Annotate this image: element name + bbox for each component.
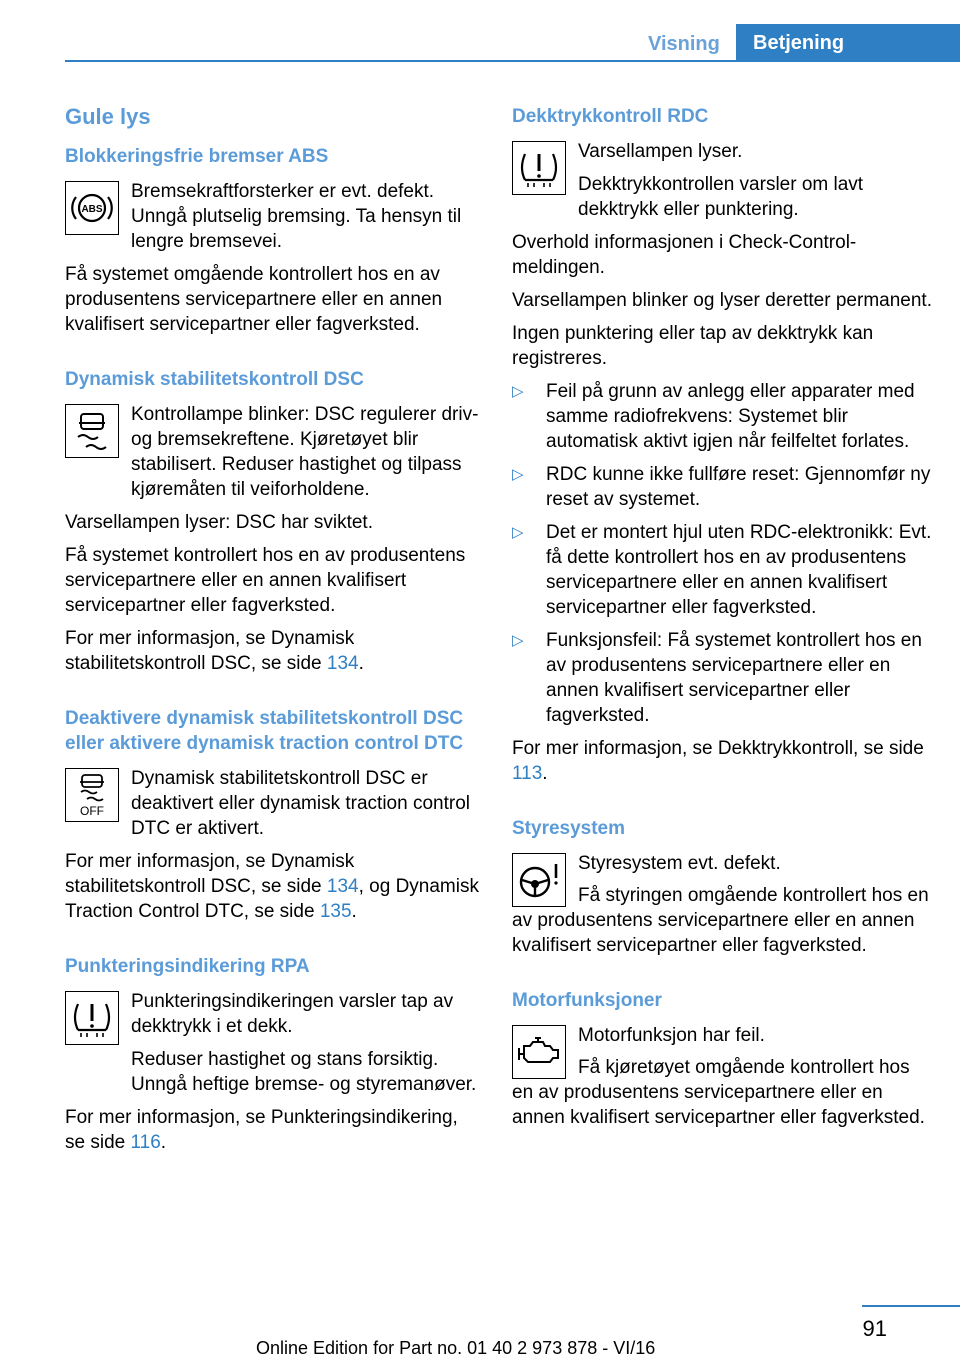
triangle-right-icon: ▷ bbox=[512, 632, 524, 649]
rdc-paragraph-2: Varsellampen blinker og lyser deretter permanent. bbox=[512, 290, 932, 311]
triangle-right-icon: ▷ bbox=[512, 466, 524, 483]
right-column bbox=[512, 96, 932, 1138]
rpa-icon-text-1: Punkteringsindikeringen varsler tap av dekktrykk i et dekk. bbox=[131, 991, 454, 1037]
dsc-reference-text: For mer informasjon, se Dynamisk stabilitetskontroll DSC, se side bbox=[65, 628, 355, 674]
list-item-text: Feil på grunn av anlegg eller apparater med samme radiofrekvens: Systemet blir automatisk aktivt igjen når feilfeltet forlates. bbox=[546, 381, 915, 452]
abs-icon-text: Bremsekraftforsterker er evt. defekt. Unngå plutselig bremsing. Ta hensyn til lengre bremsevei. bbox=[131, 181, 462, 252]
page-link-134[interactable]: 134 bbox=[326, 653, 359, 674]
list-item-text: Det er montert hjul uten RDC-elektronikk: Evt. få dette kontrollert hos en av produsentens servicepartnere eller en annen kvalifisert servicepartner eller fagverksted. bbox=[546, 522, 932, 618]
page-link-116[interactable]: 116 bbox=[130, 1132, 161, 1153]
section-heading-rdc: Dekktrykkontroll RDC bbox=[512, 106, 709, 127]
left-column bbox=[65, 96, 483, 1163]
tire-pressure-icon bbox=[65, 991, 119, 1045]
section-heading-dsc-off: Deaktivere dynamisk stabilitetskontroll DSC eller aktivere dynamisk traction control DTC bbox=[65, 708, 464, 754]
rpa-reference-end: . bbox=[160, 1132, 167, 1153]
svg-text:ABS: ABS bbox=[81, 204, 103, 215]
page-link-135[interactable]: 135 bbox=[319, 901, 352, 922]
page-link-113[interactable]: 113 bbox=[512, 763, 543, 784]
dsc-off-warning-block bbox=[65, 766, 483, 841]
section-heading-dsc: Dynamisk stabilitetskontroll DSC bbox=[65, 369, 364, 390]
rdc-bullet-list bbox=[512, 379, 932, 728]
tab-visning[interactable]: Visning bbox=[648, 33, 720, 55]
dsc-off-icon-text: Dynamisk stabilitetskontroll DSC er deaktivert eller dynamisk traction control DTC er aktivert. bbox=[131, 768, 470, 839]
dsc-paragraph-2: Få systemet kontrollert hos en av produsentens servicepartnere eller en annen kvalifisert servicepartner eller fagverksted. bbox=[65, 545, 466, 616]
section-heading-rpa: Punkteringsindikering RPA bbox=[65, 956, 310, 977]
triangle-right-icon: ▷ bbox=[512, 383, 524, 400]
abs-warning-block bbox=[65, 179, 483, 254]
rpa-reference-text: For mer informasjon, se Punkteringsindikering, se side bbox=[65, 1107, 458, 1153]
dsc-warning-block bbox=[65, 402, 483, 502]
footer-divider bbox=[862, 1305, 960, 1307]
header-divider bbox=[65, 60, 960, 62]
list-item bbox=[512, 379, 932, 454]
rpa-warning-block bbox=[65, 989, 483, 1049]
dsc-car-skid-icon bbox=[65, 404, 119, 458]
rdc-reference-text: For mer informasjon, se Dekktrykkontroll, se side bbox=[512, 738, 924, 759]
rdc-paragraph-1: Overhold informasjonen i Check-Control-meldingen. bbox=[512, 232, 857, 278]
page-header bbox=[0, 0, 960, 62]
rdc-icon-texts bbox=[578, 139, 932, 222]
steering-icon-text-2: Få styringen omgående kontrollert hos en av produsentens servicepartnere eller en annen kvalifisert servicepartner eller fagverksted. bbox=[512, 885, 929, 956]
section-heading-engine: Motorfunksjoner bbox=[512, 990, 662, 1011]
dsc-off-label: OFF bbox=[80, 804, 104, 818]
list-item bbox=[512, 628, 932, 728]
list-item-text: Funksjonsfeil: Få systemet kontrollert hos en av produsentens servicepartnere eller en annen kvalifisert servicepartner eller fagverksted. bbox=[546, 630, 922, 726]
dsc-reference bbox=[65, 626, 483, 676]
rpa-icon-text-2: Reduser hastighet og stans forsiktig. Unngå heftige bremse- og styremanøver. bbox=[131, 1049, 477, 1095]
engine-icon bbox=[512, 1025, 566, 1079]
rdc-warning-block bbox=[512, 139, 932, 222]
engine-warning-block bbox=[512, 1023, 932, 1083]
steering-icon-text-1: Styresystem evt. defekt. bbox=[578, 853, 781, 874]
section-heading-steering: Styresystem bbox=[512, 818, 626, 839]
engine-icon-text-1: Motorfunksjon har feil. bbox=[578, 1025, 765, 1046]
dsc-off-icon bbox=[65, 768, 119, 822]
tire-pressure-icon bbox=[512, 141, 566, 195]
steering-wheel-warning-icon bbox=[512, 853, 566, 907]
rdc-reference-end: . bbox=[542, 763, 548, 784]
abs-icon bbox=[65, 181, 119, 235]
section-heading-abs: Blokkeringsfrie bremser ABS bbox=[65, 146, 329, 167]
dsc-paragraph-1: Varsellampen lyser: DSC har sviktet. bbox=[65, 512, 373, 533]
dsc-off-reference-end: . bbox=[351, 901, 357, 922]
rdc-icon-text-1: Varsellampen lyser. bbox=[578, 141, 743, 162]
dsc-off-reference bbox=[65, 849, 483, 924]
dsc-off-reference-text: For mer informasjon, se Dynamisk stabilitetskontroll DSC, se side bbox=[65, 851, 355, 897]
page-title: Gule lys bbox=[65, 104, 151, 129]
edition-footer: Online Edition for Part no. 01 40 2 973 878 - VI/16 bbox=[256, 1338, 656, 1358]
dsc-icon-text: Kontrollampe blinker: DSC regulerer driv- og bremsekreftene. Kjøretøyet blir stabilisert. Reduser hastighet og tilpass kjøremåten til veiforholdene. bbox=[131, 404, 479, 500]
list-item-text: RDC kunne ikke fullføre reset: Gjennomfør ny reset av systemet. bbox=[546, 464, 931, 510]
list-item bbox=[512, 520, 932, 620]
rpa-reference bbox=[65, 1105, 483, 1155]
rdc-reference bbox=[512, 736, 932, 786]
dsc-reference-end: . bbox=[358, 653, 364, 674]
abs-paragraph: Få systemet omgående kontrollert hos en av produsentens servicepartnere eller en annen kvalifisert servicepartner eller fagverksted. bbox=[65, 264, 443, 335]
tab-betjening[interactable]: Betjening bbox=[736, 24, 960, 60]
rdc-icon-text-2: Dekktrykkontrollen varsler om lavt dekktrykk eller punktering. bbox=[578, 174, 864, 220]
dsc-off-reference-mid: , og Dynamisk Traction Control DTC, se side bbox=[65, 876, 479, 922]
steering-warning-block bbox=[512, 851, 932, 911]
engine-icon-text-2: Få kjøretøyet omgående kontrollert hos en av produsentens servicepartnere eller en annen kvalifisert servicepartner eller fagverksted. bbox=[512, 1057, 925, 1128]
rdc-paragraph-3: Ingen punktering eller tap av dekktrykk kan registreres. bbox=[512, 323, 874, 369]
page-number: 91 bbox=[862, 1316, 887, 1341]
page-link-134b[interactable]: 134 bbox=[326, 876, 359, 897]
triangle-right-icon: ▷ bbox=[512, 524, 524, 541]
list-item bbox=[512, 462, 932, 512]
